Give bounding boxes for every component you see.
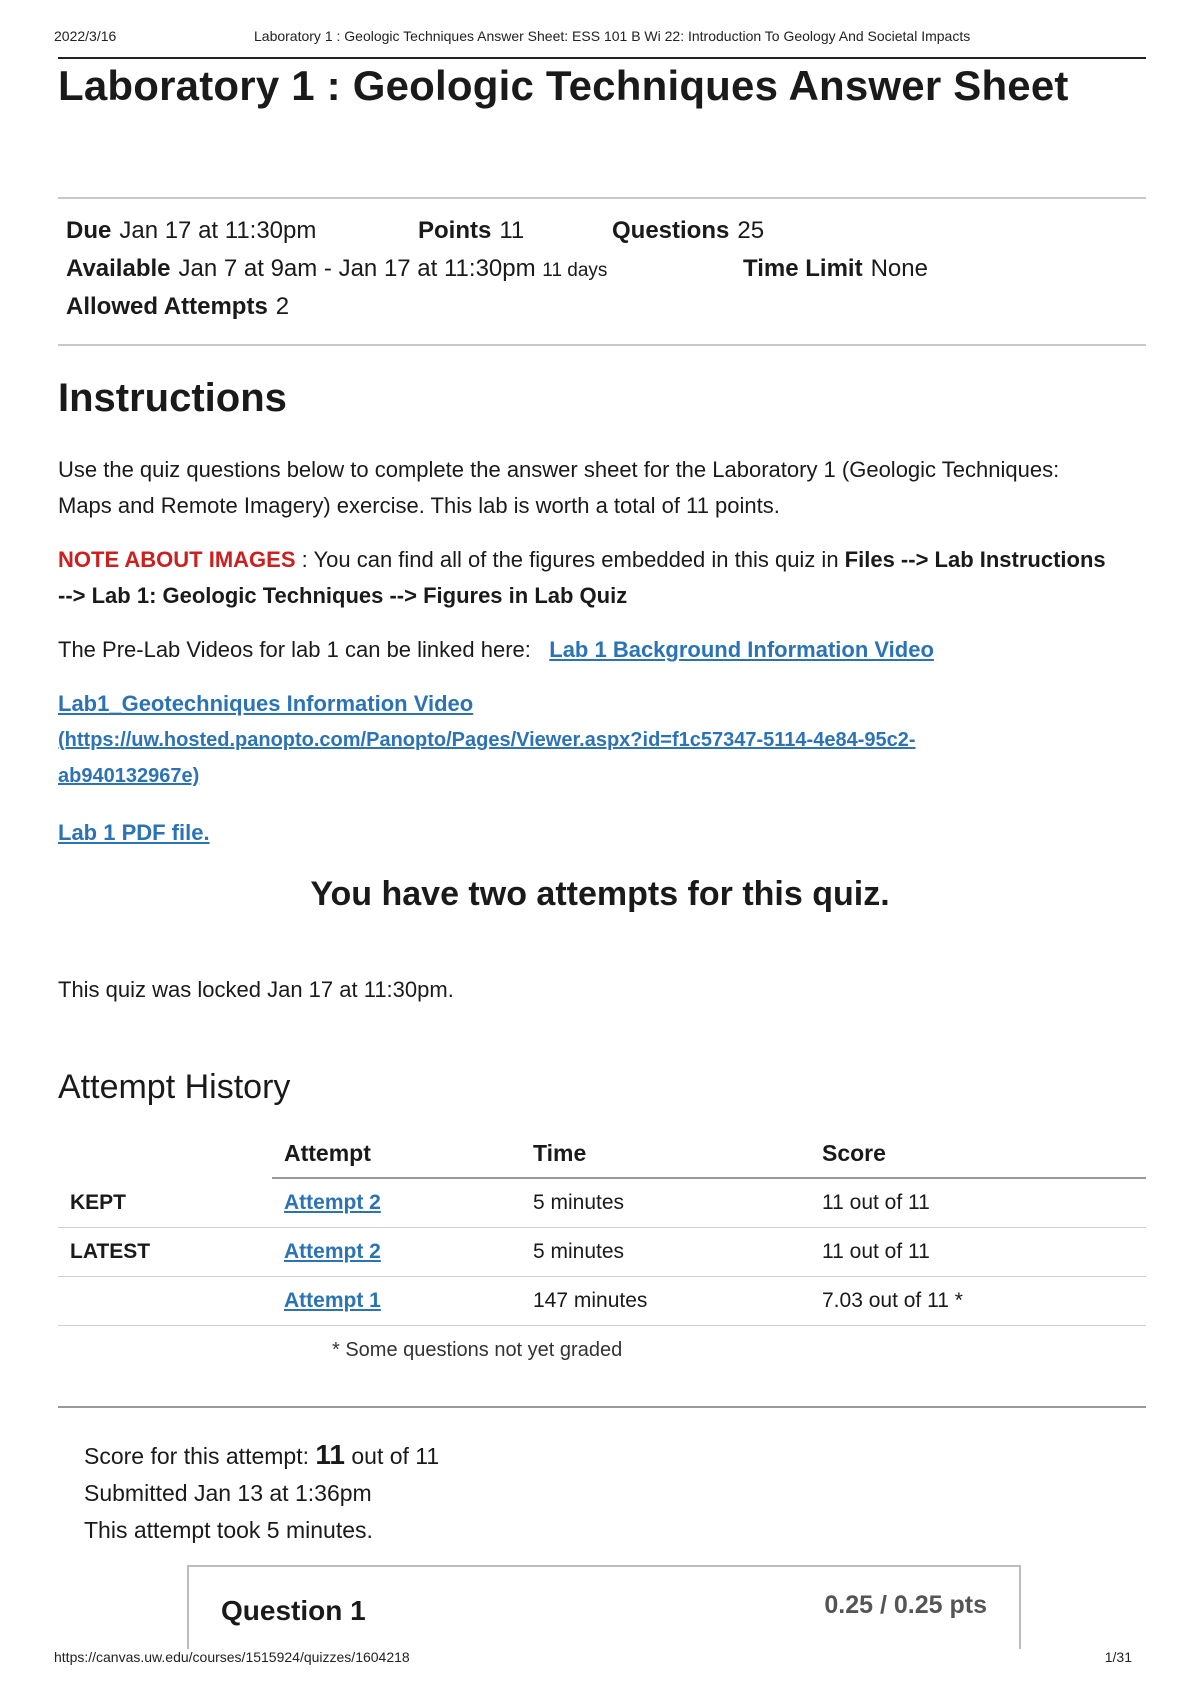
print-page-number: 1/31	[1104, 1649, 1132, 1665]
pdf-line	[58, 815, 1118, 851]
points-field	[418, 217, 524, 245]
header-divider	[58, 57, 1146, 59]
print-url: https://canvas.uw.edu/courses/1515924/quizzes/1604218	[54, 1649, 410, 1665]
page-title: Laboratory 1 : Geologic Techniques Answer Sheet	[58, 62, 1069, 109]
time-limit-field	[743, 255, 928, 283]
row-score: 7.03 out of 11 *	[810, 1277, 1146, 1326]
points-label: Points	[418, 217, 492, 244]
attempt-history-heading: Attempt History	[58, 1068, 291, 1106]
geotech-video-link[interactable]: Lab1_Geotechniques Information Video	[58, 691, 474, 716]
available-days: 11 days	[542, 260, 608, 281]
instructions-intro: Use the quiz questions below to complete the answer sheet for the Laboratory 1 (Geologic Techniques: Maps and Remote Imagery) exercise. This lab is worth a total of 11 points.	[58, 457, 1060, 518]
attempt-link[interactable]: Attempt 2	[284, 1240, 381, 1263]
table-header-score: Score	[810, 1132, 1146, 1178]
available-value: Jan 7 at 9am - Jan 17 at 11:30pm	[178, 255, 536, 282]
row-label	[58, 1277, 272, 1326]
allowed-attempts-field	[66, 293, 289, 321]
due-field	[66, 217, 316, 245]
row-score: 11 out of 11	[810, 1228, 1146, 1277]
allowed-attempts-label: Allowed Attempts	[66, 293, 268, 320]
row-time: 147 minutes	[521, 1277, 810, 1326]
print-date: 2022/3/16	[54, 28, 117, 44]
questions-value: 25	[737, 217, 765, 244]
table-row	[58, 1228, 1146, 1277]
points-value: 11	[499, 217, 525, 244]
question-card	[187, 1565, 1021, 1649]
row-time: 5 minutes	[521, 1228, 810, 1277]
attempts-notice: You have two attempts for this quiz.	[310, 875, 890, 913]
questions-field	[612, 217, 764, 245]
time-limit-label: Time Limit	[743, 255, 863, 282]
locked-notice: This quiz was locked Jan 17 at 11:30pm.	[58, 977, 454, 1002]
table-header-row	[58, 1132, 1146, 1178]
table-header-attempt: Attempt	[272, 1132, 521, 1178]
attempt-history-table	[58, 1132, 1146, 1374]
row-label: LATEST	[58, 1228, 272, 1277]
background-video-link[interactable]: Lab 1 Background Information Video	[549, 637, 934, 662]
table-header-blank	[58, 1132, 272, 1178]
note-text: : You can find all of the figures embedded in this quiz in	[295, 547, 845, 572]
submitted-line: Submitted Jan 13 at 1:36pm	[84, 1480, 372, 1506]
available-field	[66, 255, 607, 283]
due-label: Due	[66, 217, 112, 244]
geotech-video-url-link[interactable]: (https://uw.hosted.panopto.com/Panopto/Pages/Viewer.aspx?id=f1c57347-5114-4e84-95c2-ab940132967e)	[58, 729, 916, 787]
note-about-images	[58, 542, 1118, 614]
score-line	[84, 1436, 439, 1475]
prelab-line	[58, 632, 1118, 668]
details-top-divider	[58, 197, 1146, 199]
table-row	[58, 1178, 1146, 1228]
geotech-video-block	[58, 686, 1118, 794]
details-bottom-divider	[58, 344, 1146, 346]
instructions-heading: Instructions	[58, 376, 287, 420]
row-label: KEPT	[58, 1178, 272, 1228]
question-title: Question 1	[221, 1595, 366, 1626]
lab-pdf-link[interactable]: Lab 1 PDF file.	[58, 820, 210, 845]
available-label: Available	[66, 255, 171, 282]
summary-divider	[58, 1406, 1146, 1408]
score-prefix: Score for this attempt:	[84, 1443, 309, 1469]
question-points: 0.25 / 0.25 pts	[824, 1591, 987, 1619]
score-suffix: out of 11	[351, 1443, 440, 1469]
note-path: Files --> Lab Instructions --> Lab 1: Geologic Techniques --> Figures in Lab Quiz	[58, 547, 1106, 608]
allowed-attempts-value: 2	[275, 293, 290, 320]
table-header-time: Time	[521, 1132, 810, 1178]
questions-label: Questions	[612, 217, 730, 244]
attempt-summary	[84, 1436, 439, 1549]
table-row	[58, 1277, 1146, 1326]
time-limit-value: None	[870, 255, 928, 282]
due-value: Jan 17 at 11:30pm	[119, 217, 317, 244]
row-score: 11 out of 11	[810, 1178, 1146, 1228]
score-value: 11	[315, 1439, 345, 1470]
print-doc-title: Laboratory 1 : Geologic Techniques Answer Sheet: ESS 101 B Wi 22: Introduction To Geology And Societal Impacts	[254, 28, 971, 44]
note-label: NOTE ABOUT IMAGES	[58, 547, 296, 572]
grading-footnote: * Some questions not yet graded	[332, 1338, 623, 1361]
row-time: 5 minutes	[521, 1178, 810, 1228]
footnote-row	[58, 1326, 1146, 1375]
attempt-link[interactable]: Attempt 2	[284, 1191, 381, 1214]
duration-line: This attempt took 5 minutes.	[84, 1517, 373, 1543]
prelab-text: The Pre-Lab Videos for lab 1 can be linked here:	[58, 637, 531, 662]
attempt-link[interactable]: Attempt 1	[284, 1289, 381, 1312]
